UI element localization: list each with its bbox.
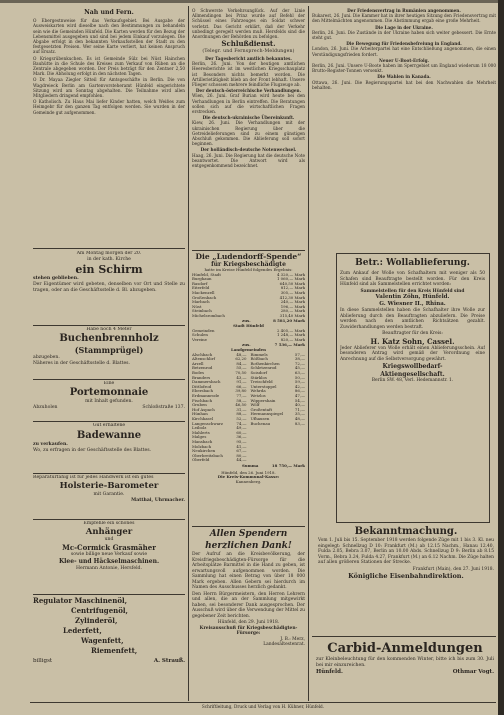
ad-item: Riemenfett,: [91, 646, 138, 655]
section-title: Schlußdienst.: [221, 39, 276, 49]
row-value: 77,—: [236, 393, 247, 399]
row-label: Soisdorf: [250, 370, 267, 376]
row-label: Branders: [192, 374, 211, 380]
ad-text: Reparaturfähig ist für jedes Handwerk ist ein gutes: [33, 475, 154, 480]
row-label: Betzenrod: [192, 365, 213, 371]
article-heading: Die Wahlen in Kanada.: [377, 74, 431, 80]
article-text: Berlin, 26. Juni. Von der heutigen amtlichen Heeresberichte ist im westlichen Kriegsschauplatz ist Besonders nichts bemerkt worden. Die Artillerietätigkeit blieb an der Front lebhaft. Unsere Flieger schossen mehrere feindliche Flugzeuge ab.: [192, 61, 305, 88]
ad-bathtub: [33, 423, 185, 471]
article-heading: Der holländisch-deutsche Notenwechsel.: [200, 147, 297, 153]
row-value: 67,—: [236, 448, 247, 454]
news-column-2: [192, 8, 305, 248]
paper-edge: [0, 0, 504, 3]
ad-text: zur Kleinbeleuchtung für den kommenden Winter, bitte ich bis zum 30. Juli bei mir einzureichen.: [316, 657, 494, 668]
ad-title: Mc-Cormick Grasmäher: [62, 543, 156, 552]
row-value: 62,20: [235, 356, 247, 362]
notice-office: Kreisausschuß für Kriegsbeschädigten-Fürsorge:: [199, 625, 298, 636]
ad-text: und: [104, 537, 114, 542]
ad-text: Am Montag morgen der 20.: [76, 251, 142, 256]
table-footer: Hünfeld, den 26. Juni 1918.: [221, 469, 276, 475]
article-text: O Dr. Mayaa Ziegler Sitteil für Amtsgeschäfte in Berlin. Die von Wagdreieck Berlin am Gartenvorsteheramt Hünfeld eingerichtete Sitzung wird am Sonntag abgehalten. Die Teilnahme wird allen Mitgliedern dringend empfohlen.: [33, 77, 185, 99]
row-value: 47,—: [294, 393, 305, 399]
row-value: 1 248,— Mark: [276, 332, 305, 338]
divider: [192, 526, 305, 527]
row-value: 55,—: [236, 365, 247, 371]
row-label: Schulen: [192, 332, 208, 338]
row-label: Gruben: [192, 402, 207, 408]
row-value: 71,—: [294, 406, 305, 412]
total-label: Summa: [242, 462, 259, 468]
table-office: Die Kreis-Kommunal-Kasse:: [217, 474, 280, 480]
row-label: Wippershain: [250, 397, 276, 403]
notice-agent: H. Katz Sohn, Cassel.: [370, 336, 455, 346]
row-value: 43,—: [236, 374, 247, 380]
notice-address: G. Wiesner II., Rhina.: [379, 301, 446, 307]
row-label: Ufhausen: [250, 416, 270, 421]
row-label: Ebersbach: [192, 388, 213, 394]
divider: [312, 636, 496, 637]
row-value: 4 320,— Mark: [276, 271, 305, 277]
row-value: 40,—: [294, 402, 305, 408]
row-value: 58,—: [236, 397, 247, 403]
row-label: Arzell: [192, 360, 204, 366]
article-text: O Ebergestnweise für das Verkaufsgebiet. Bei Ausgabe der Ausweiskarten wird dieselbe nach den Bestimmungen zu behandeln sein wie die Gemeinden Hünfeld. Die Karten werden für den Bezug der Lebensmittel ausgegeben und sind bei jedem Einkauf vorzulegen. Die Abgabe erfolgt in den bekannten Verkaufsstellen der Stadt zu den festgesetzten Preisen. Wer seine Karte verliert, hat keinen Anspruch auf Ersatz.: [33, 18, 185, 55]
divider: [192, 250, 305, 251]
table-heading: Stadt Hünfeld: [233, 323, 264, 329]
news-column-1: [33, 8, 185, 246]
divider: [33, 594, 185, 595]
divider: [30, 702, 496, 703]
row-value: 91,—: [236, 379, 247, 385]
notice-signer: J. B.: Merz,: [280, 636, 305, 642]
ad-text: Empfehle ein schönes: [83, 521, 135, 526]
article-heading: Der Tagesbericht amtlich bekanntes.: [205, 56, 292, 62]
row-value: 640,50 Mark: [279, 280, 305, 286]
row-label: Steinbach: [192, 308, 212, 314]
divider: [33, 421, 185, 422]
notice-text: Der Aufruf an die Kreisbevölkerung, der Kreisfriegsbeschädigten-Fürsorge für die Arbeitsplätze Barmittel in die Hand zu geben, ist erwartungsvoll aufgenommen worden. Die Sammlung hat einen Betrag von über 18 000 Mark ergeben. Allen Gebern sei hierdurch im Namen des Ausschusses herzlich gedankt.: [192, 552, 305, 590]
row-value: 315,40 Mark: [279, 312, 305, 318]
row-value: 305,— Mark: [280, 289, 305, 295]
ad-text: Eine: [103, 381, 115, 386]
ad-item: Lederfett,: [63, 626, 102, 635]
ad-machines: [33, 521, 185, 591]
binding-spine: [498, 0, 504, 715]
row-value: 812,— Mark: [280, 285, 305, 291]
divider: [33, 325, 185, 326]
article-text: O Katholisch. Zu Haus Mai liefer Kinder hatten, welch Weißes zum Heimgebr für den ganzen Tag entfolgen werden. Sie wurden in der Gemeinde gut aufgenommen.: [33, 99, 185, 115]
column-rule: [188, 6, 189, 701]
article-heading: Der deutsch-österreichische Verhandlungen.: [195, 88, 302, 94]
ad-text: abzugeben.: [33, 355, 60, 360]
row-value: 86,—: [294, 388, 305, 394]
row-value: 50,—: [294, 374, 305, 380]
table-row: [251, 422, 306, 427]
notice-text: Jeder Ablieferer von Wolle erhält einen Ablieferungsschein. Auf besonderen Antrag wird gemäß der Verordnung eine Anrechnung auf die Selbstversorgung gewährt.: [340, 345, 485, 362]
ad-barometer: [33, 475, 185, 517]
total-value: 18 750,— Mark: [271, 462, 305, 468]
row-label: Altenschlirf: [192, 356, 215, 362]
row-label: Kirchhasel: [192, 416, 214, 421]
row-value: 74,—: [236, 420, 247, 426]
divider: [33, 519, 185, 520]
ad-item: Zylinderöl,: [75, 616, 118, 625]
row-value: 2 405,— Mark: [276, 327, 305, 333]
ad-text: mit Inhalt gefunden.: [85, 399, 133, 404]
row-label: Hermannspiegel: [250, 411, 284, 417]
total-value: 8 581,20 Mark: [273, 317, 305, 323]
ad-title: Carbid-Anmeldungen: [327, 641, 483, 656]
ad-text: Matthai, Uhrmacher.: [131, 498, 185, 503]
ad-place: Hünfeld.: [316, 668, 343, 675]
total-label: zus.: [242, 341, 251, 347]
row-label: Rasdorf: [192, 280, 208, 286]
divider: [33, 473, 185, 474]
row-label: Michelsrombach: [192, 312, 225, 318]
notice-office: Königliche Eisenbahndirektion.: [348, 572, 464, 580]
row-label: Malges: [192, 434, 207, 440]
row-label: Oberbreitzbach: [192, 452, 223, 458]
row-label: Mahlerts: [192, 429, 210, 435]
row-value: 42,—: [294, 383, 305, 389]
ad-item: Regulator Maschinenöl,: [33, 596, 128, 605]
article-text: O Schwerste Verkehrsunglück. Auf der Linie Allmendingen bei Prinz wurde auf Befehl der Schüssel eines Fahrzeuges ein Soldat schwer verletzt. Das Gericht erklärt, daß der Verkehr unbedingt geregelt werden muß. Hersfelds sind die Anordnungen der Behörden zu befolgen.: [192, 8, 305, 40]
row-value: 49,—: [236, 425, 247, 431]
row-value: 60,—: [236, 429, 247, 435]
ad-text: Schloßstraße 137.: [142, 405, 185, 410]
row-label: Fischbach: [192, 397, 213, 403]
row-value: 48,—: [236, 351, 247, 357]
notice-heading: Sammelstellen für den Kreis Hünfeld sind: [360, 288, 465, 294]
wool-notice: [340, 257, 485, 519]
ad-text: Gut erhaltene: [92, 423, 126, 428]
row-value: 48,—: [294, 416, 305, 421]
row-label: Bodes: [192, 370, 204, 376]
ad-text: in der kath. Kirche: [87, 257, 131, 262]
row-label: Hünhan: [192, 411, 208, 417]
row-value: 280,— Mark: [280, 308, 305, 314]
article-text: Berlin, 26. Juni. Die Zustände in der Ukraine haben sich weiter gebessert. Die Ernte steht gut.: [312, 29, 496, 41]
row-label: Schletzenrod: [250, 365, 277, 371]
row-label: Erdmannrode: [192, 393, 220, 399]
row-value: 196,— Mark: [280, 303, 305, 309]
notice-text: In diese Sammelstellen haben die Schafhalter ihre Wolle zur Ablieferung durch den Beauftragten abzuliefern. Die Preise werden nach den amtlichen Richtsätzen gezahlt. Zuwiderhandlungen werden bestraft.: [340, 308, 485, 330]
table-column: [251, 353, 306, 463]
notice-label: Beauftragter für den Kreis:: [382, 331, 443, 336]
row-value: 66,—: [236, 383, 247, 389]
row-value: 44,—: [236, 457, 247, 463]
row-value: 63,—: [294, 370, 305, 376]
ad-text: Hermann Antonie, Hersfeld.: [76, 566, 142, 571]
article-text: Berlin, 26. Juni. Unsere U-Boote haben im Sperrgebiet um England wiederum 18 000 Brutto-Register-Tonnen versenkt.: [312, 63, 496, 74]
news-column-3: [312, 8, 496, 250]
section-subtitle: (Telegr. und Fernsprech-Meldungen): [202, 49, 295, 55]
table-column: [192, 353, 247, 463]
notice-address: Berlin SW. 48, Verl. Hedemannstr. 1.: [371, 378, 454, 383]
row-label: Leibolz: [192, 425, 207, 431]
notice-company: Kriegswollbedarf-: [382, 363, 443, 370]
article-text: Wien, 26. Juni. Graf Burian wird heute bei den Verhandlungen in Berlin eintreffen. Die Beratungen sollen sich auf die wirtschaftlichen Fragen erstrecken.: [192, 93, 305, 115]
ad-text: stehen geblieben.: [33, 276, 79, 281]
notice-title: Bekanntmachung.: [354, 526, 458, 537]
ad-firewood: [33, 327, 185, 377]
row-value: 83,—: [294, 420, 305, 426]
row-label: Vereine: [192, 336, 207, 342]
ad-title: Holsterie-Barometer: [59, 481, 159, 491]
article-heading: Die Lage in der Ukraine.: [375, 24, 433, 30]
ad-text: mit Garantie.: [93, 492, 125, 497]
notice-title: Allen Spendern herzlichen Dank!: [205, 529, 292, 551]
ad-umbrella: [33, 251, 185, 323]
article-heading: Die Bewegung für Friedensbefreiung in England.: [346, 41, 462, 47]
row-label: Hof Aspach: [192, 406, 215, 412]
notice-signer: Landesältestenrat.: [263, 642, 305, 647]
total-value: 7 536,— Mark: [274, 341, 305, 347]
row-label: Molzbach: [192, 443, 212, 449]
notice-footer: Frankfurt (Main), den 27. Juni 1918.: [412, 566, 494, 572]
table-title: Die „Ludendorff-Spende“: [195, 252, 302, 261]
row-label: Großentaft: [250, 406, 273, 412]
ad-title: ein Schirm: [75, 263, 143, 276]
article-text: Haag, 26. Juni. Die Regierung hat die deutsche Note beantwortet. Die Antwort wird als entgegenkommend bezeichnet.: [192, 152, 305, 169]
row-value: 412,30 Mark: [279, 294, 305, 300]
row-value: 84,—: [236, 360, 247, 366]
ad-oils: [33, 596, 185, 700]
row-label: Eiterfeld: [192, 285, 210, 291]
article-text: Ottawa, 26. Juni. Die Regierungspartei hat bei den Nachwahlen die Mehrheit behalten.: [312, 79, 496, 90]
row-value: 38,—: [294, 356, 305, 362]
row-value: 41,—: [236, 443, 247, 449]
article-heading: Die deutsch-ukrainische Übereinkunft.: [202, 115, 295, 121]
row-value: 95,—: [236, 438, 247, 444]
table-heading: Landgemeinden: [231, 347, 266, 353]
notice-text: Vom 1. Juli bis 15. September 1918 werden folgende Züge mit 1 bis 3. Kl. neu eingelegt: Schnellzug D 10: Frankfurt (M.) ab 12.15 Nachm., Hanau 12.40, Fulda 2.05, Bebra 3.07, Berlin an 10.00 Abds. Schnellzug D 9: Berlin ab 8.15 Vorm., Bebra 3.24, Fulda 4.27, Frankfurt (M.) an 6.12 Nachm. Die Züge halten auf allen größeren Stationen der Strecke.: [318, 538, 494, 565]
article-text: Kiew, 26. Juni. Die Verhandlungen mit der ukrainischen Regierung über die Getreidelieferungen sind zu einem günstigen Abschluß gekommen. Die Ablieferung soll sofort beginnen.: [192, 120, 305, 147]
row-value: 39,80: [235, 388, 247, 394]
row-value: 59,—: [294, 379, 305, 385]
ad-text: Abzuholen: [33, 405, 58, 410]
ad-text: Wo, zu erfragen in der Geschäftsstelle des Blattes.: [33, 448, 152, 453]
ad-text: sowie billige neue Verkauf sowie: [70, 552, 148, 557]
row-label: Wehrda: [250, 388, 266, 394]
row-label: Hünfeld, Stadt: [192, 271, 221, 277]
row-value: 820,— Mark: [280, 336, 305, 342]
row-value: 31,—: [236, 406, 247, 412]
row-value: 54,—: [294, 397, 305, 403]
divider: [33, 248, 185, 249]
carbid-ad: [316, 640, 494, 700]
ad-text: billigst: [33, 658, 53, 664]
section-title: Nah und Fern.: [84, 9, 134, 16]
article-heading: Der Friedensvertrag in Rumänien angenommen.: [347, 8, 461, 13]
thanks-notice: [192, 528, 305, 700]
ad-text: zu verkaufen.: [33, 442, 68, 447]
ad-wallet: [33, 381, 185, 419]
row-label: Wölf: [250, 402, 260, 408]
row-label: Wetzlos: [250, 393, 266, 399]
table-rows: [192, 329, 305, 343]
ad-text: Der Eigentümer wird gebeten, denselben vor Ort und Stelle zu tragen, oder an die Geschäftsstelle d. Bl. abzugeben.: [33, 282, 185, 293]
ad-signer: A. Strauß.: [153, 658, 185, 664]
row-value: 70,50: [235, 370, 247, 376]
table-subtitle: für Kriegsbeschädigte: [211, 261, 286, 268]
railway-notice: [318, 525, 494, 633]
row-value: 57,—: [294, 351, 305, 357]
row-label: Marbach: [192, 299, 210, 305]
row-label: Mackenzell: [192, 289, 215, 295]
ad-title: Buchenbrennholz: [59, 333, 159, 344]
row-value: 80,—: [236, 452, 247, 458]
ad-text: Habe noch 4 Meter: [86, 327, 132, 332]
article-text: Bukarest, 26. Juni. Die Kammer hat in ihrer heutigen Sitzung den Friedensvertrag mit den Mittelmächten angenommen. Die Abstimmung ergab eine große Mehrheit.: [312, 13, 496, 24]
notice-text: Den Herrn Bürgermeistern, den Herren Lehrern und allen, die an der Sammlung mitgewirkt haben, sei besonderer Dank ausgesprochen. Der Ausschuß wird über die Verwendung der Mittel zu gegebener Zeit berichten.: [192, 591, 305, 619]
ludendorff-table: [192, 252, 305, 524]
row-label: Großenbach: [192, 294, 217, 300]
notice-footer: Hünfeld, den 29. Juni 1918.: [217, 620, 280, 625]
row-label: Unterstoppel: [250, 383, 277, 389]
article-text: O Kriegsrübenkuchen. Es ist Gemeinde Sülz bei Nüst Hainchen Bauhütte in die Schule des Kreises zum Verkauf von Rüben an die Zentrale abgegeben worden. Der Preis beträgt für den Zentner 2,50 Mark. Die Abholung erfolgt in den nächsten Tagen.: [33, 55, 185, 77]
imprint: Schriftleitung, Druck und Verlag von H. Kühner, Hünfeld.: [201, 704, 325, 709]
row-label: Burghaun: [192, 276, 212, 282]
ad-title: Anhänger: [85, 527, 133, 537]
row-label: Nüst: [192, 303, 202, 309]
table-signer: Kannenberg.: [235, 478, 262, 484]
row-label: Alschbach: [192, 351, 213, 357]
row-label: Dittlofrod: [192, 383, 212, 389]
ad-signer: Othmar Vogt.: [452, 668, 494, 675]
row-label: Dammersbach: [192, 379, 221, 385]
notice-title: Betr.: Wollablieferung.: [355, 258, 470, 268]
table-intro: hatte im Kreise Hünfeld folgendes Ergebnis:: [204, 267, 293, 272]
ad-subtitle: (Stammprügel): [74, 345, 144, 355]
column-rule: [308, 6, 309, 701]
ad-title: Badewanne: [76, 430, 142, 441]
ad-text: Näheres in der Geschäftsstelle d. Blattes.: [33, 361, 131, 366]
row-value: 46,50: [235, 402, 247, 408]
row-label: Stärklos: [250, 374, 267, 380]
total-label: zus.: [242, 317, 251, 323]
notice-text: Zum Ankauf der Wolle von Schafhaltern mit weniger als 50 Schafen sind Beauftragte bestellt worden. Für den Kreis Hünfeld sind als Sammelstellen errichtet worden:: [340, 271, 485, 287]
row-label: Rimmels: [250, 351, 268, 357]
row-value: 52,—: [236, 416, 247, 421]
row-label: Gemeinden: [192, 327, 215, 333]
article-text: London, 26. Juni. Die Arbeiterpartei hat eine Entschließung angenommen, die einen Verständigungsfrieden fordert.: [312, 46, 496, 57]
ad-item: Wagenfett,: [81, 636, 124, 645]
row-label: Mansbach: [192, 438, 213, 444]
row-label: Rothenkirchen: [250, 360, 280, 366]
row-value: 1 060,— Mark: [276, 276, 305, 282]
table-rows: [192, 273, 305, 319]
row-value: 240,— Mark: [280, 299, 305, 305]
notice-company: Aktiengesellschaft.: [380, 370, 445, 378]
row-value: 36,—: [236, 434, 247, 440]
ad-item: Centrifugenöl,: [71, 606, 128, 615]
ad-title: Klee- und Häckselmaschinen.: [58, 558, 160, 565]
ad-title: Portemonnaie: [69, 387, 149, 398]
row-value: 88,—: [236, 411, 247, 417]
divider: [33, 379, 185, 380]
row-label: Neukirchen: [192, 448, 216, 454]
row-value: 35,—: [294, 411, 305, 417]
article-heading: Neuer U-Boot-Erfolg.: [379, 57, 429, 63]
row-label: Rößbach: [250, 356, 268, 362]
row-value: 45,—: [294, 365, 305, 371]
table-row: [192, 458, 247, 463]
row-label: Treischfeld: [250, 379, 273, 385]
row-label: Buchenau: [250, 420, 271, 426]
row-label: Langenschwarz: [192, 420, 223, 426]
notice-address: Valentin Zöhn, Hünfeld.: [375, 294, 450, 300]
row-label: Oberfeld: [192, 457, 210, 463]
row-value: 72,—: [294, 360, 305, 366]
